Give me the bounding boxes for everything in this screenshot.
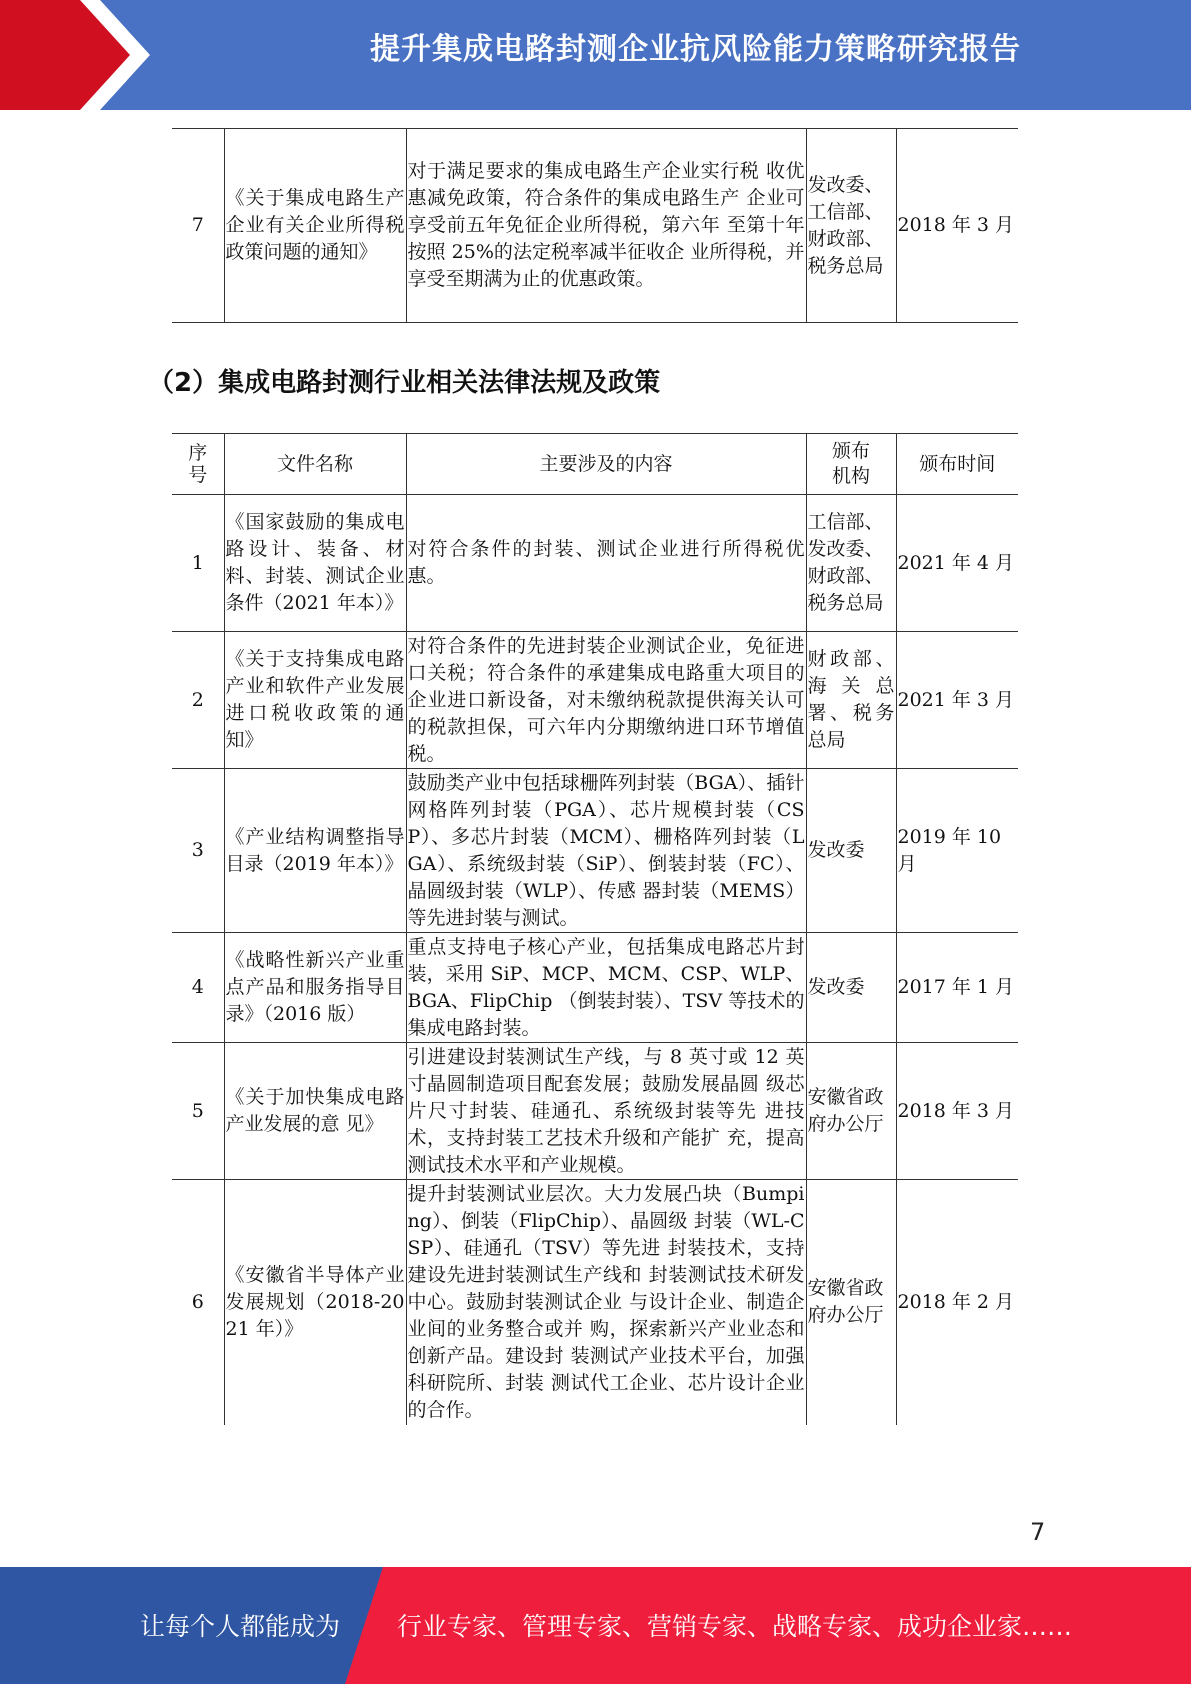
issuing-authority: 安徽省政府办公厅 <box>806 1043 896 1180</box>
table-row <box>172 495 1018 632</box>
issue-date: 2021 年 3 月 <box>896 632 1018 769</box>
policy-table <box>172 433 1018 1425</box>
issuing-authority: 发改委 <box>806 769 896 933</box>
row-number: 1 <box>172 495 224 632</box>
issue-date: 2021 年 4 月 <box>896 495 1018 632</box>
document-name: 《安徽省半导体产业发展规划（2018-2021 年）》 <box>224 1180 406 1425</box>
policy-content: 对符合条件的先进封装企业测试企业，免征进口关税；符合条件的承建集成电路重大项目的企业进口新设备，对未缴纳税款提供海关认可的税款担保，可六年内分期缴纳进口环节增值税。 <box>406 632 806 769</box>
header-no: 序号 <box>172 434 224 495</box>
issuing-authority: 发改委、工信部、财政部、税务总局 <box>806 129 896 323</box>
report-title: 提升集成电路封测企业抗风险能力策略研究报告 <box>370 32 1021 67</box>
document-name: 《国家鼓励的集成电路设计、装备、材料、封装、测试企业条件（2021 年本）》 <box>224 495 406 632</box>
policy-content: 对符合条件的封装、测试企业进行所得税优惠。 <box>406 495 806 632</box>
issue-date: 2019 年 10 月 <box>896 769 1018 933</box>
document-name: 《产业结构调整指导目录（2019 年本）》 <box>224 769 406 933</box>
row-number: 5 <box>172 1043 224 1180</box>
issue-date: 2017 年 1 月 <box>896 933 1018 1043</box>
page-header <box>0 0 1191 110</box>
footer-slogan-left: 让每个人都能成为 <box>140 1612 341 1641</box>
page-number: 7 <box>1030 1518 1046 1546</box>
policy-content: 重点支持电子核心产业，包括集成电路芯片封装，采用 SiP、MCP、MCM、CSP、WLP、BGA、FlipChip （倒装封装）、TSV 等技术的集成电路封装。 <box>406 933 806 1043</box>
document-name: 《关于加快集成电路产业发展的意 见》 <box>224 1043 406 1180</box>
table-row <box>172 933 1018 1043</box>
row-number: 7 <box>172 129 224 323</box>
policy-table-continued <box>172 128 1018 323</box>
header-name: 文件名称 <box>224 434 406 495</box>
issuing-authority: 财政部、海关总署、税务总局 <box>806 632 896 769</box>
issuing-authority: 发改委 <box>806 933 896 1043</box>
policy-content: 对于满足要求的集成电路生产企业实行税 收优惠减免政策，符合条件的集成电路生产 企业可享受前五年免征企业所得税，第六年 至第十年按照 25%的法定税率减半征收企 业所得税，并享受至期满为止的优惠政策。 <box>406 129 806 323</box>
header-content: 主要涉及的内容 <box>406 434 806 495</box>
issue-date: 2018 年 3 月 <box>896 1043 1018 1180</box>
table-row <box>172 769 1018 933</box>
row-number: 3 <box>172 769 224 933</box>
footer-slogan-right: 行业专家、管理专家、营销专家、战略专家、成功企业家…… <box>397 1612 1073 1641</box>
document-name: 《战略性新兴产业重点产品和服务指导目录》（2016 版） <box>224 933 406 1043</box>
row-number: 4 <box>172 933 224 1043</box>
table-row <box>172 632 1018 769</box>
row-number: 2 <box>172 632 224 769</box>
table-row <box>172 1180 1018 1425</box>
header-date: 颁布时间 <box>896 434 1018 495</box>
policy-content: 提升封装测试业层次。大力发展凸块（Bumping）、倒装（FlipChip）、晶圆级 封装（WL-CSP）、硅通孔（TSV）等先进 封装技术，支持建设先进封装测试生产线和 封装测试技术研发中心。鼓励封装测试企业 与设计企业、制造企业间的业务整合或并 购，探索新兴产业业态和创新产品。建设封 装测试产业技术平台，加强科研院所、封装 测试代工企业、芯片设计企业的合作。 <box>406 1180 806 1425</box>
policy-content: 引进建设封装测试生产线，与 8 英寸或 12 英寸晶圆制造项目配套发展；鼓励发展晶圆 级芯片尺寸封装、硅通孔、系统级封装等先 进技术，支持封装工艺技术升级和产能扩 充，提高测试技术水平和产业规模。 <box>406 1043 806 1180</box>
table-header-row <box>172 434 1018 495</box>
table-row <box>172 1043 1018 1180</box>
section-heading: （2）集成电路封测行业相关法律法规及政策 <box>148 368 661 398</box>
row-number: 6 <box>172 1180 224 1425</box>
issue-date: 2018 年 2 月 <box>896 1180 1018 1425</box>
issuing-authority: 安徽省政府办公厅 <box>806 1180 896 1425</box>
page-footer <box>0 1567 1191 1684</box>
issuing-authority: 工信部、发改委、财政部、税务总局 <box>806 495 896 632</box>
document-name: 《关于支持集成电路产业和软件产业发展进口税收政策的通知》 <box>224 632 406 769</box>
header-org: 颁布机构 <box>806 434 896 495</box>
policy-content: 鼓励类产业中包括球栅阵列封装（BGA）、插针网格阵列封装（PGA）、芯片规模封装（CSP）、多芯片封装（MCM）、栅格阵列封装（LGA）、系统级封装（SiP）、倒装封装（FC）、晶圆级封装（WLP）、传感 器封装（MEMS）等先进封装与测试。 <box>406 769 806 933</box>
issue-date: 2018 年 3 月 <box>896 129 1018 323</box>
document-name: 《关于集成电路生产企业有关企业所得税政策问题的通知》 <box>224 129 406 323</box>
table-row <box>172 129 1018 323</box>
